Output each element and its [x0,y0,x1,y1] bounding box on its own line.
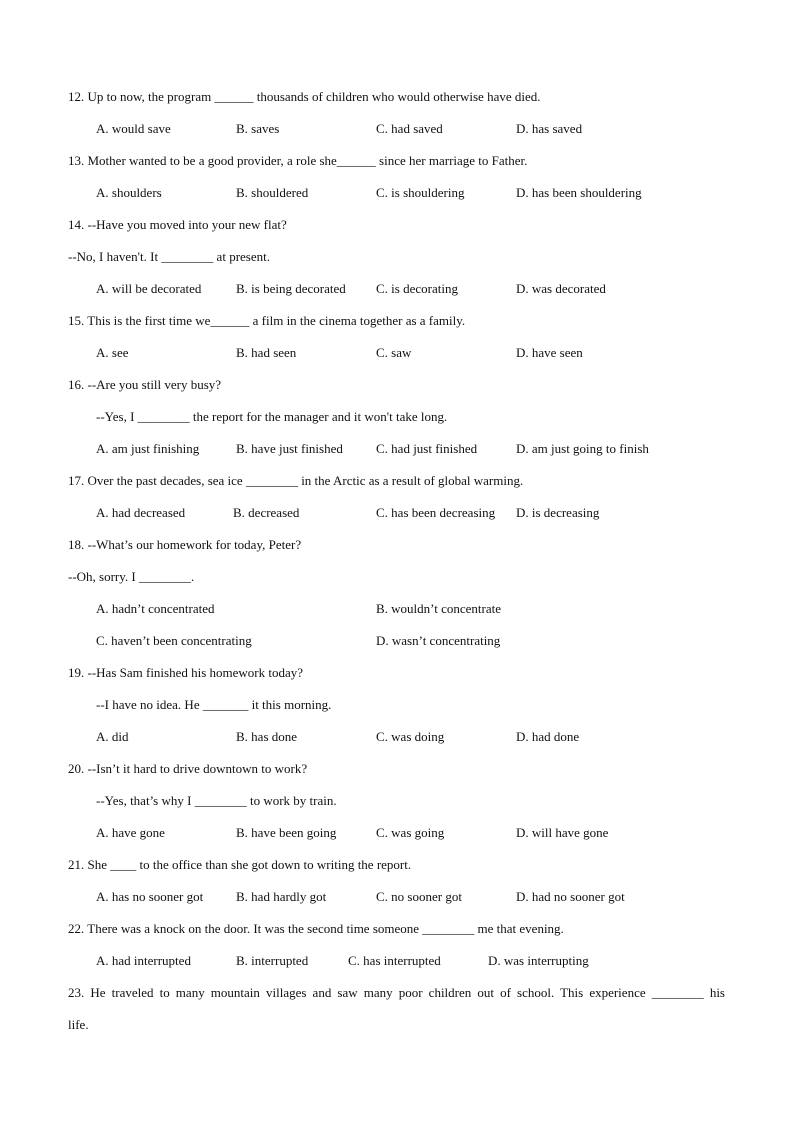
question-12-option-d[interactable]: D. has saved [516,121,583,136]
question-22-stem: 22. There was a knock on the door. It was the second time someone ________ me that evening. [68,921,564,936]
question-18-dialogue: --Oh, sorry. I ________. [68,569,195,584]
question-21-option-c[interactable]: C. no sooner got [376,889,462,904]
question-12-stem: 12. Up to now, the program ______ thousands of children who would otherwise have died. [68,89,541,104]
question-19-option-b[interactable]: B. has done [236,729,298,744]
question-15-option-d[interactable]: D. have seen [516,345,583,360]
question-12-option-c[interactable]: C. had saved [376,121,443,136]
question-14-dialogue: --No, I haven't. It ________ at present. [68,249,270,264]
question-16-option-c[interactable]: C. had just finished [376,441,478,456]
question-20-option-c[interactable]: C. was going [376,825,445,840]
question-17-option-b[interactable]: B. decreased [233,505,300,520]
question-14-option-d[interactable]: D. was decorated [516,281,606,296]
question-23-stem: 23. He traveled to many mountain villages and saw many poor children out of school. This experience ________ his [68,985,725,1000]
question-14-option-c[interactable]: C. is decorating [376,281,458,296]
question-19-option-c[interactable]: C. was doing [376,729,445,744]
question-12-option-a[interactable]: A. would save [96,121,171,136]
question-14-option-b[interactable]: B. is being decorated [236,281,346,296]
question-18-option-c[interactable]: C. haven’t been concentrating [96,633,252,648]
question-18-stem: 18. --What’s our homework for today, Peter? [68,537,302,552]
question-14-option-a[interactable]: A. will be decorated [96,281,202,296]
question-14-stem: 14. --Have you moved into your new flat? [68,217,287,232]
question-16-option-b[interactable]: B. have just finished [236,441,343,456]
question-21-option-b[interactable]: B. had hardly got [236,889,327,904]
question-17-option-d[interactable]: D. is decreasing [516,505,600,520]
question-21-option-d[interactable]: D. had no sooner got [516,889,625,904]
question-16-dialogue: --Yes, I ________ the report for the manager and it won't take long. [96,409,448,424]
question-13-option-a[interactable]: A. shoulders [96,185,162,200]
question-18-option-b[interactable]: B. wouldn’t concentrate [376,601,502,616]
question-17-option-c[interactable]: C. has been decreasing [376,505,496,520]
question-20-stem: 20. --Isn’t it hard to drive downtown to work? [68,761,308,776]
question-20-option-a[interactable]: A. have gone [96,825,165,840]
question-15-option-a[interactable]: A. see [96,345,129,360]
question-13-stem: 13. Mother wanted to be a good provider, a role she______ since her marriage to Father. [68,153,528,168]
question-22-option-c[interactable]: C. has interrupted [348,953,441,968]
question-19-option-d[interactable]: D. had done [516,729,580,744]
question-19-stem: 19. --Has Sam finished his homework today? [68,665,304,680]
question-15-option-c[interactable]: C. saw [376,345,412,360]
question-20-dialogue: --Yes, that’s why I ________ to work by train. [96,793,337,808]
question-20-option-d[interactable]: D. will have gone [516,825,609,840]
question-17-option-a[interactable]: A. had decreased [96,505,186,520]
question-16-stem: 16. --Are you still very busy? [68,377,222,392]
question-23-continuation: life. [68,1017,89,1032]
question-12-option-b[interactable]: B. saves [236,121,280,136]
question-15-stem: 15. This is the first time we______ a film in the cinema together as a family. [68,313,466,328]
question-21-stem: 21. She ____ to the office than she got down to writing the report. [68,857,412,872]
question-17-stem: 17. Over the past decades, sea ice ________ in the Arctic as a result of global warming. [68,473,524,488]
question-19-option-a[interactable]: A. did [96,729,129,744]
question-13-option-c[interactable]: C. is shouldering [376,185,465,200]
question-20-option-b[interactable]: B. have been going [236,825,337,840]
question-13-option-b[interactable]: B. shouldered [236,185,309,200]
question-21-option-a[interactable]: A. has no sooner got [96,889,204,904]
question-19-dialogue: --I have no idea. He _______ it this morning. [96,697,332,712]
question-15-option-b[interactable]: B. had seen [236,345,297,360]
question-22-option-a[interactable]: A. had interrupted [96,953,191,968]
question-18-option-a[interactable]: A. hadn’t concentrated [96,601,215,616]
question-13-option-d[interactable]: D. has been shouldering [516,185,642,200]
question-18-option-d[interactable]: D. wasn’t concentrating [376,633,501,648]
question-22-option-d[interactable]: D. was interrupting [488,953,589,968]
question-16-option-a[interactable]: A. am just finishing [96,441,200,456]
question-22-option-b[interactable]: B. interrupted [236,953,309,968]
question-16-option-d[interactable]: D. am just going to finish [516,441,649,456]
